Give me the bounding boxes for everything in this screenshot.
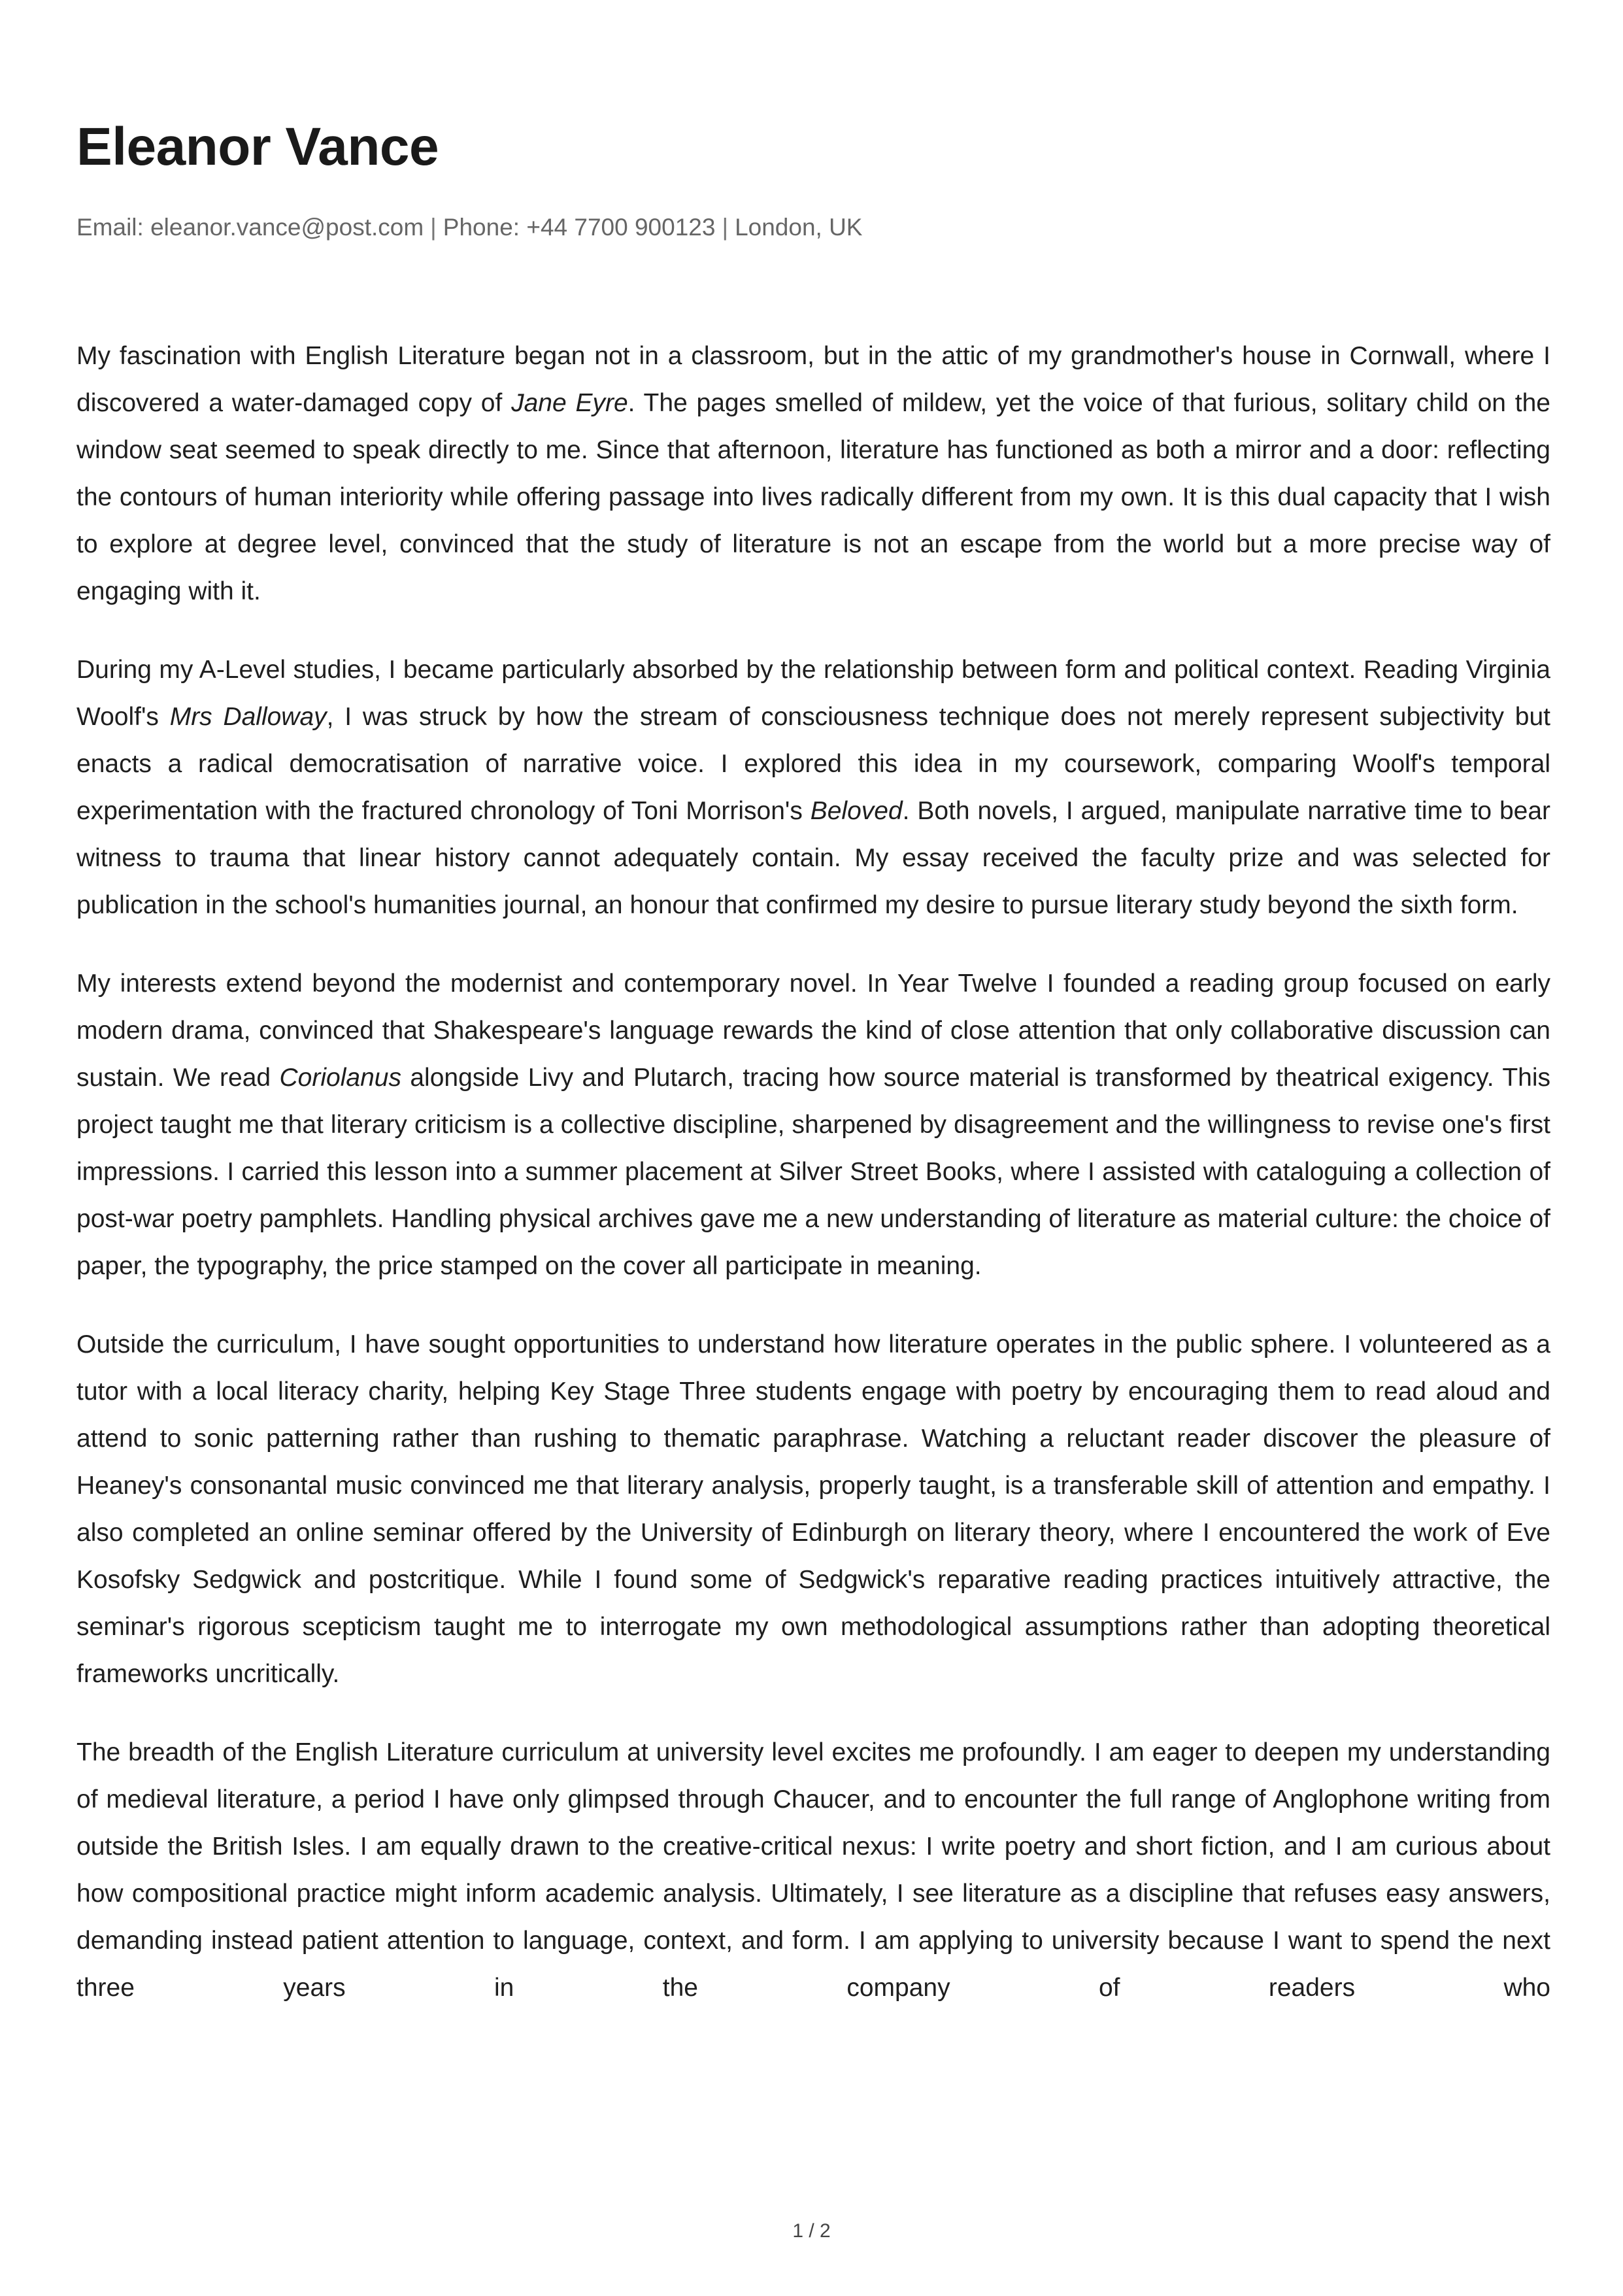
paragraph-text: alongside Livy and Plutarch, tracing how source material is transformed by theatrical exigency. This project taught me that literary criticism is a collective discipline, sharpened by disagreement and the willingness to revise one's first impressions. I carried this lesson into a summer placement at Silver Street Books, where I assisted with cataloguing a collection of post-war poetry pamphlets. Handling physical archives gave me a new understanding of literature as material culture: the choice of paper, the typography, the price stamped on the cover all participate in meaning. (76, 1064, 1550, 1280)
book-title: Beloved (810, 797, 903, 825)
paragraph (76, 1321, 1550, 1698)
contact-line (76, 213, 863, 242)
paragraph-text: The breadth of the English Literature curriculum at university level excites me profoundly. I am eager to deepen my understanding of medieval literature, a period I have only glimpsed through Chaucer, and to encounter the full range of Anglophone writing from outside the British Isles. I am equally drawn to the creative-critical nexus: I write poetry and short fiction, and I am curious about how compositional practice might inform academic analysis. Ultimately, I see literature as a discipline that refuses easy answers, demanding instead patient attention to language, context, and form. I am applying to university because I want to spend the next three years in the company of readers who (76, 1738, 1550, 2002)
paragraph-text: . Both novels, I argued, manipulate narrative time to bear witness to trauma that linear history cannot adequately contain. My essay received the faculty prize and was selected for publication in the school's humanities journal, an honour that confirmed my desire to pursue literary study beyond the sixth form. (76, 797, 1550, 919)
paragraph-text: My interests extend beyond the modernist and contemporary novel. In Year Twelve I founded a reading group focused on early modern drama, convinced that Shakespeare's language rewards the kind of close attention that only collaborative discussion can sustain. We read (76, 970, 1550, 1092)
paragraph-text: During my A-Level studies, I became particularly absorbed by the relationship between form and political context. Reading Virginia Woolf's (76, 656, 1550, 731)
contact-separator: | (430, 214, 437, 241)
paragraph (76, 333, 1550, 615)
contact-phone: Phone: +44 7700 900123 (443, 214, 716, 241)
paragraph-text: My fascination with English Literature began not in a classroom, but in the attic of my grandmother's house in Cornwall, where I discovered a water-damaged copy of (76, 342, 1550, 417)
paragraph (76, 647, 1550, 929)
statement-body (76, 333, 1550, 2043)
paragraph-text: Outside the curriculum, I have sought opportunities to understand how literature operates in the public sphere. I volunteered as a tutor with a local literacy charity, helping Key Stage Three students engage with poetry by encouraging them to read aloud and attend to sonic patterning rather than rushing to thematic paraphrase. Watching a reluctant reader discover the pleasure of Heaney's consonantal music convinced me that literary analysis, properly taught, is a transferable skill of attention and empathy. I also completed an online seminar offered by the University of Edinburgh on literary theory, where I encountered the work of Eve Kosofsky Sedgwick and postcritique. While I found some of Sedgwick's reparative reading practices intuitively attractive, the seminar's rigorous scepticism taught me to interrogate my own methodological assumptions rather than adopting theoretical frameworks uncritically. (76, 1330, 1550, 1688)
paragraph-text: , I was struck by how the stream of consciousness technique does not merely represent subjectivity but enacts a radical democratisation of narrative voice. I explored this idea in my coursework, comparing Woolf's temporal experimentation with the fractured chronology of Toni Morrison's (76, 703, 1550, 825)
book-title: Mrs Dalloway (169, 703, 327, 731)
book-title: Jane Eyre (511, 389, 628, 417)
contact-email: Email: eleanor.vance@post.com (76, 214, 424, 241)
paragraph (76, 1729, 1550, 2012)
book-title: Coriolanus (279, 1064, 401, 1092)
paragraph (76, 960, 1550, 1290)
contact-location: London, UK (735, 214, 863, 241)
page-number: 1 / 2 (792, 2220, 831, 2242)
paragraph-text: . The pages smelled of mildew, yet the voice of that furious, solitary child on the window seat seemed to speak directly to me. Since that afternoon, literature has functioned as both a mirror and a door: reflecting the contours of human interiority while offering passage into lives radically different from my own. It is this dual capacity that I wish to explore at degree level, convinced that the study of literature is not an escape from the world but a more precise way of engaging with it. (76, 389, 1550, 605)
contact-separator: | (722, 214, 729, 241)
author-name: Eleanor Vance (76, 117, 439, 177)
